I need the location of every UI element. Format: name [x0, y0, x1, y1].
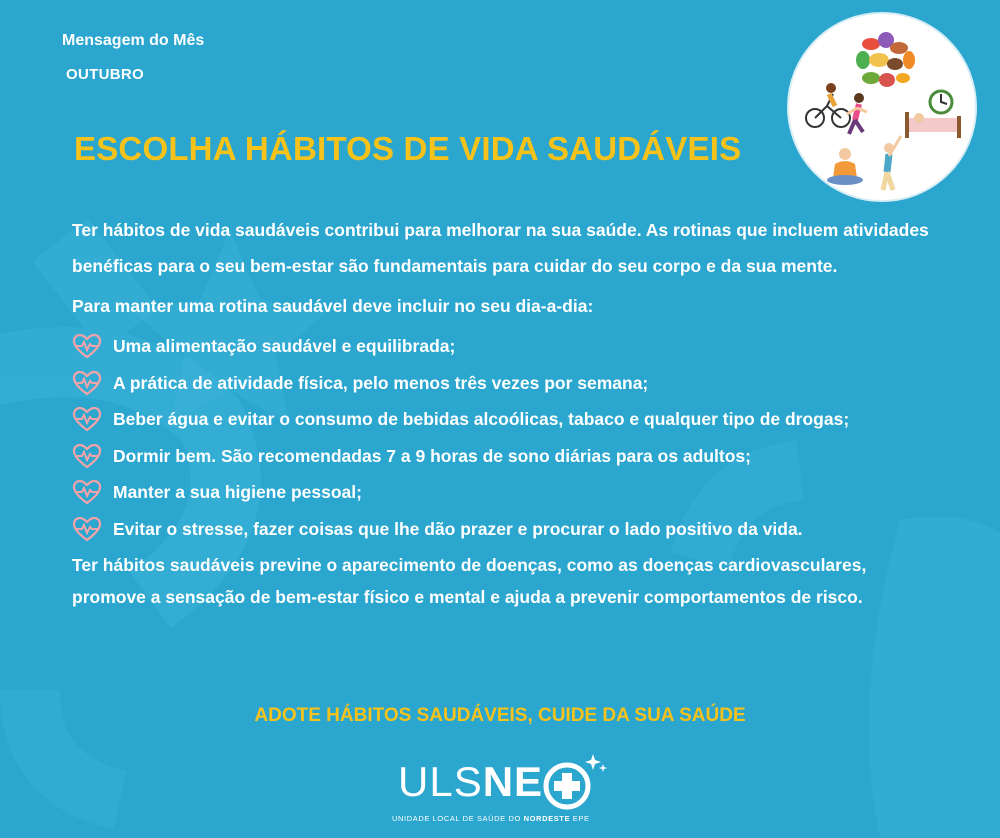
- heart-pulse-icon: [72, 333, 102, 359]
- call-to-action: ADOTE HÁBITOS SAUDÁVEIS, CUIDE DA SUA SAÚDE: [254, 705, 746, 726]
- list-item-label: Uma alimentação saudável e equilibrada;: [113, 336, 456, 357]
- heart-pulse-icon: [72, 516, 102, 542]
- logo-ne: NE: [482, 758, 544, 805]
- heart-pulse-icon: [72, 370, 102, 396]
- logo-tagline-bold: NORDESTE: [523, 814, 571, 823]
- list-item-label: Beber água e evitar o consumo de bebidas alcoólicas, tabaco e qualquer tipo de drogas;: [113, 409, 850, 430]
- healthy-lifestyle-icon: [789, 14, 977, 202]
- intro-paragraph: Ter hábitos de vida saudáveis contribui para melhorar na sua saúde. As rotinas que incluem atividades benéficas para o seu bem-estar são fundamentais para cuidar do seu corpo e da sua mente.: [72, 220, 929, 276]
- list-item: [72, 438, 932, 475]
- closing-paragraph: Ter hábitos saudáveis previne o aparecimento de doenças, como as doenças cardiovasculares, promove a sensação de bem-estar físico e mental e ajuda a prevenir comportamentos de risco.: [72, 555, 867, 607]
- header-month: OUTUBRO: [66, 66, 144, 83]
- list-item-label: Dormir bem. São recomendadas 7 a 9 horas de sono diárias para os adultos;: [113, 445, 751, 466]
- header-subtitle: Mensagem do Mês: [62, 32, 205, 49]
- medical-cross-icon: [543, 762, 591, 810]
- logo-wordmark: [398, 758, 543, 806]
- food-icon: [856, 32, 915, 87]
- healthy-lifestyle-illustration: [787, 12, 977, 202]
- page-title: ESCOLHA HÁBITOS DE VIDA SAUDÁVEIS: [74, 130, 742, 167]
- stretching-icon: [883, 136, 901, 190]
- runner-icon: [847, 93, 867, 134]
- sparkle-icon: [585, 754, 609, 778]
- body-text: [72, 212, 932, 613]
- list-item-label: Evitar o stresse, fazer coisas que lhe dão prazer e procurar o lado positivo da vida.: [113, 518, 803, 539]
- list-item-label: A prática de atividade física, pelo menos três vezes por semana;: [113, 372, 649, 393]
- list-item: [72, 401, 932, 438]
- logo-tagline-suffix: EPE: [570, 814, 590, 823]
- logo-tagline-prefix: UNIDADE LOCAL DE SAÚDE DO: [392, 814, 524, 823]
- list-item-label: Manter a sua higiene pessoal;: [113, 482, 362, 503]
- list-item: [72, 365, 932, 402]
- heart-pulse-icon: [72, 479, 102, 505]
- logo-tagline: [392, 814, 590, 823]
- logo-uls: ULS: [398, 758, 483, 805]
- clock-icon: [930, 91, 952, 113]
- list-item: [72, 474, 932, 511]
- habits-list: [72, 328, 932, 547]
- lead-paragraph: Para manter uma rotina saudável deve incluir no seu dia-a-dia:: [72, 296, 594, 316]
- uls-ne-logo: [392, 752, 622, 832]
- list-item: [72, 511, 932, 548]
- bed-icon: [905, 112, 961, 138]
- heart-pulse-icon: [72, 443, 102, 469]
- list-item: [72, 328, 932, 365]
- bicycle-icon: [806, 94, 850, 127]
- heart-pulse-icon: [72, 406, 102, 432]
- meditation-icon: [827, 148, 863, 185]
